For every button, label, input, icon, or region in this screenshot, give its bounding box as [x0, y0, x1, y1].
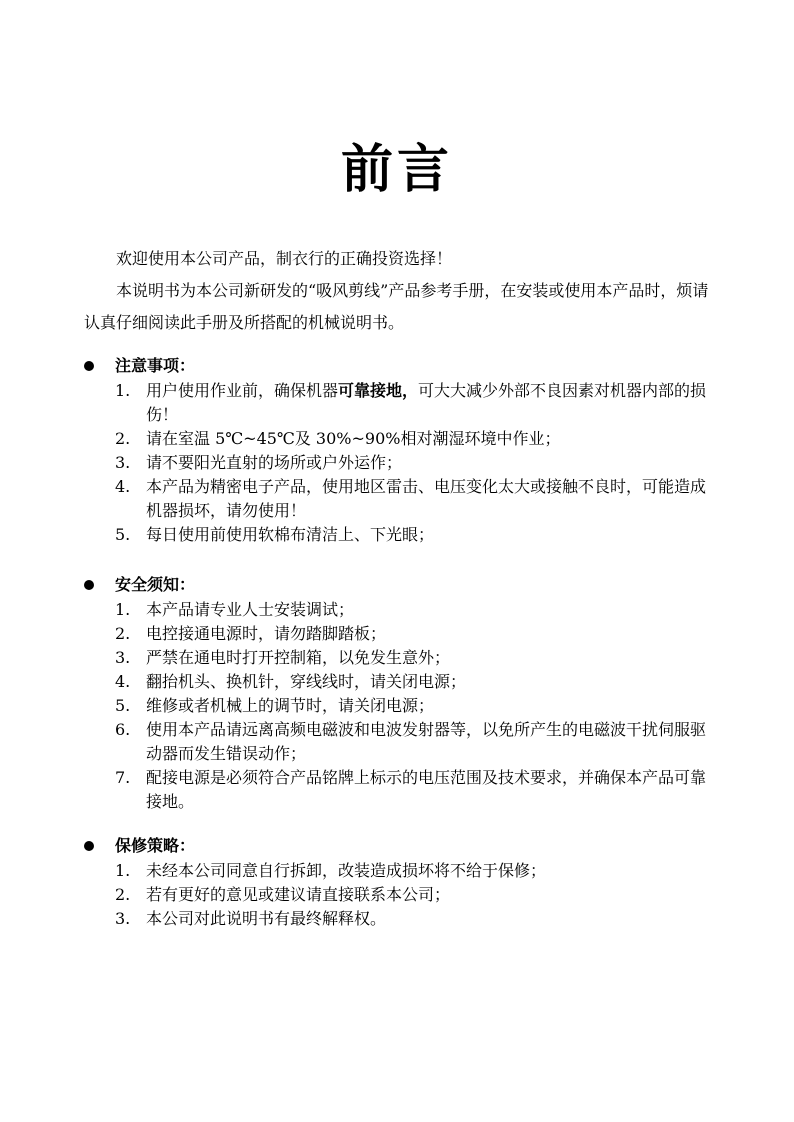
list-text: 电控接通电源时，请勿踏脚踏板； — [146, 624, 387, 643]
list-item — [84, 475, 714, 523]
list-number: 2. — [115, 429, 131, 448]
list-number: 2. — [115, 885, 131, 904]
notes-list — [84, 379, 714, 547]
list-number: 3. — [115, 648, 131, 667]
list-item — [84, 379, 714, 427]
bullet-icon — [84, 580, 94, 590]
list-text: 用户使用作业前，确保机器 — [146, 381, 339, 400]
list-text: 配接电源是必须符合产品铭牌上标示的电压范围及技术要求，并确保本产品可靠接地。 — [146, 768, 707, 811]
bullet-icon — [84, 841, 94, 851]
warranty-section — [84, 833, 714, 931]
list-text-bold: 可靠接地， — [338, 381, 419, 400]
list-text: 本产品为精密电子产品，使用地区雷击、电压变化太大或接触不良时，可能造成机器损坏，请勿使用！ — [146, 477, 707, 520]
list-number: 3. — [115, 453, 131, 472]
list-number: 5. — [115, 696, 131, 715]
list-item — [84, 766, 714, 814]
safety-heading-text: 安全须知： — [115, 575, 196, 594]
list-number: 6. — [115, 720, 131, 739]
safety-list — [84, 598, 714, 814]
list-item — [84, 907, 714, 931]
list-number: 1. — [115, 861, 131, 880]
list-number: 4. — [115, 672, 131, 691]
list-text: 严禁在通电时打开控制箱，以免发生意外； — [146, 648, 451, 667]
list-text: 每日使用前使用软棉布清洁上、下光眼； — [146, 525, 435, 544]
intro-section — [84, 243, 714, 339]
warranty-list — [84, 859, 714, 931]
warranty-heading-text: 保修策略： — [115, 836, 196, 855]
list-text: 本产品请专业人士安装调试； — [146, 600, 355, 619]
list-item — [84, 427, 714, 451]
list-number: 7. — [115, 768, 131, 787]
list-number: 1. — [115, 600, 131, 619]
bullet-icon — [84, 361, 94, 371]
list-number: 3. — [115, 909, 131, 928]
list-item — [84, 451, 714, 475]
page-title: 前言 — [340, 140, 453, 200]
list-number: 1. — [115, 381, 131, 400]
list-item — [84, 718, 714, 766]
notes-heading-text: 注意事项： — [115, 356, 196, 375]
list-text: 可大大减少外部不良因素对机器内部的损伤！ — [146, 381, 707, 424]
list-text: 请不要阳光直射的场所或户外运作； — [146, 453, 403, 472]
list-item — [84, 646, 714, 670]
safety-section — [84, 572, 714, 814]
list-text: 未经本公司同意自行拆卸，改装造成损坏将不给于保修； — [146, 861, 547, 880]
intro-welcome: 欢迎使用本公司产品，制衣行的正确投资选择！ — [116, 249, 453, 268]
list-text: 维修或者机械上的调节时，请关闭电源； — [146, 696, 435, 715]
intro-description: 本说明书为本公司新研发的“吸风剪线”产品参考手册，在安装或使用本产品时，烦请认真仔细阅读此手册及所搭配的机械说明书。 — [84, 281, 709, 332]
list-item — [84, 859, 714, 883]
list-text: 翻抬机头、换机针，穿线线时，请关闭电源； — [146, 672, 467, 691]
list-text: 请在室温 5℃~45℃及 30%~90%相对潮湿环境中作业； — [146, 429, 561, 448]
warranty-heading — [84, 833, 714, 859]
list-text: 本公司对此说明书有最终解释权。 — [146, 909, 387, 928]
list-text: 使用本产品请远离高频电磁波和电波发射器等，以免所产生的电磁波干扰伺服驱动器而发生错误动作； — [146, 720, 707, 763]
list-number: 5. — [115, 525, 131, 544]
list-number: 4. — [115, 477, 131, 496]
notes-heading — [84, 353, 714, 379]
safety-heading — [84, 572, 714, 598]
list-text: 若有更好的意见或建议请直接联系本公司； — [146, 885, 451, 904]
list-item — [84, 622, 714, 646]
list-number: 2. — [115, 624, 131, 643]
list-item — [84, 598, 714, 622]
list-item — [84, 670, 714, 694]
list-item — [84, 523, 714, 547]
list-item — [84, 883, 714, 907]
notes-section — [84, 353, 714, 547]
list-item — [84, 694, 714, 718]
